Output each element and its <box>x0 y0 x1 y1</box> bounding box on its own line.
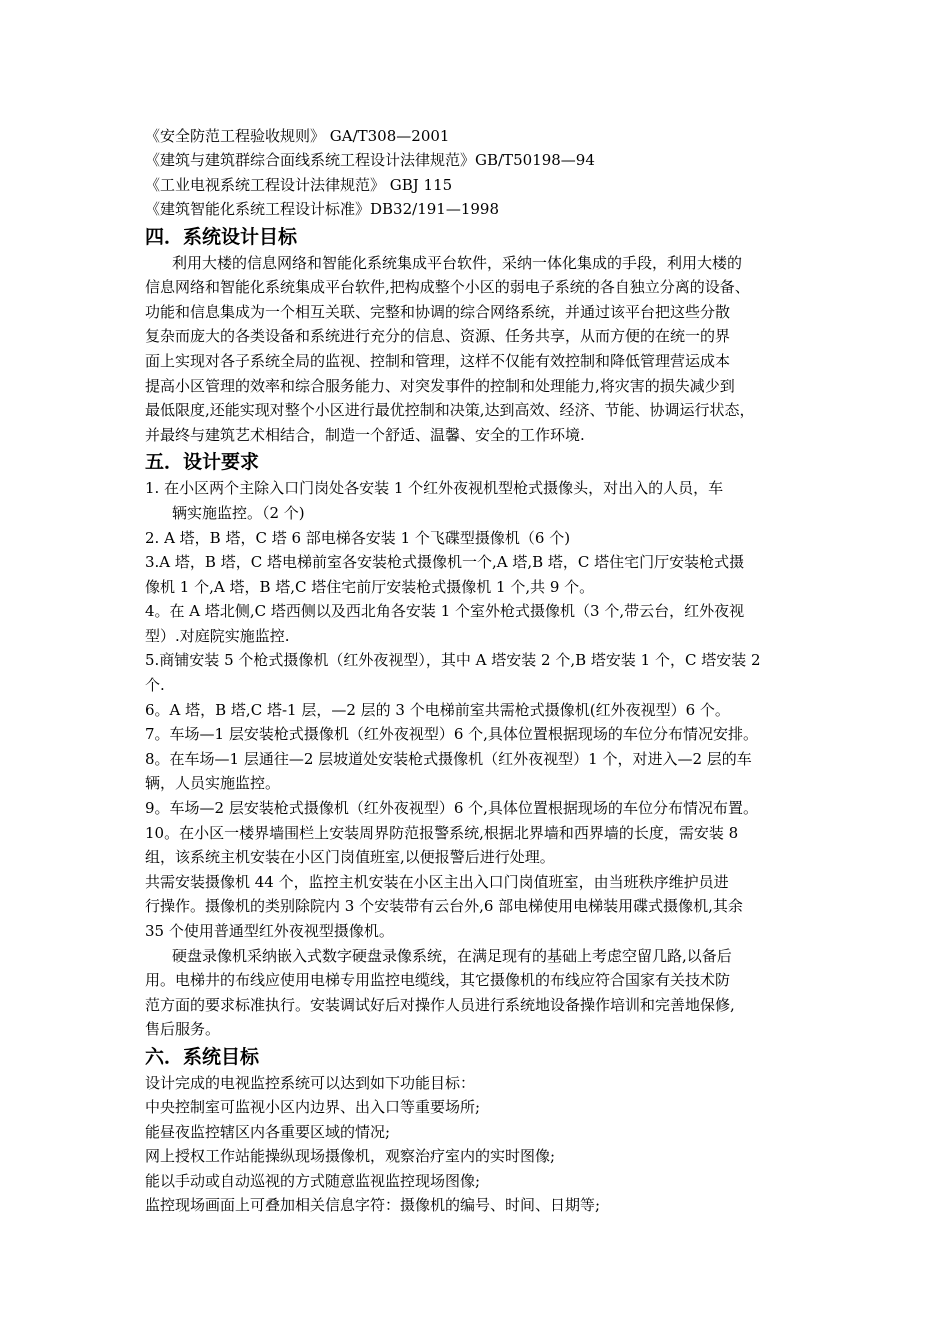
requirement-item-10-cont: 组，该系统主机安装在小区门岗值班室,以便报警后进行处理。 <box>145 848 555 867</box>
goal-line: 监控现场画面上可叠加相关信息字符：摄像机的编号、时间、日期等; <box>145 1195 601 1214</box>
section-heading-system-goals: 六．系统目标 <box>145 1045 260 1068</box>
goal-line: 能昼夜监控辖区内各重要区域的情况; <box>145 1122 391 1141</box>
document-page <box>145 124 825 1217</box>
recorder-line: 售后服务。 <box>145 1020 221 1039</box>
text-line: 面上实现对各子系统全局的监视、控制和管理，这样不仅能有效控制和降低管理营运成本 <box>145 351 731 370</box>
summary-line: 行操作。摄像机的类别除院内 3 个安装带有云台外,6 部电梯使用电梯装用碟式摄像机,其余 <box>145 897 743 916</box>
requirement-item-3-cont: 像机 1 个,A 塔，B 塔,C 塔住宅前厅安装枪式摄像机 1 个,共 9 个。 <box>145 577 595 596</box>
section-heading-design-requirements: 五．设计要求 <box>145 451 260 474</box>
requirement-item-6: 6。A 塔，B 塔,C 塔-1 层，—2 层的 3 个电梯前室共需枪式摄像机(红外夜视型）6 个。 <box>145 700 730 719</box>
system-goals-list <box>145 1071 825 1217</box>
requirement-item-5: 5.商铺安装 5 个枪式摄像机（红外夜视型），其中 A 塔安装 2 个,B 塔安装 1 个，C 塔安装 2 <box>145 651 761 670</box>
requirement-item-10: 10。在小区一楼界墙围栏上安装周界防范报警系统,根据北界墙和西界墙的长度，需安装 8 <box>145 823 739 842</box>
text-line: 复杂而庞大的各类设备和系统进行充分的信息、资源、任务共享，从而方便的在统一的界 <box>145 327 731 346</box>
design-goals-paragraph <box>145 251 825 448</box>
reference-line: 《安全防范工程验收规则》 GA/T308—2001 <box>145 127 450 145</box>
requirement-item-7: 7。车场—1 层安装枪式摄像机（红外夜视型）6 个,具体位置根据现场的车位分布情况安排。 <box>145 725 758 744</box>
summary-line: 共需安装摄像机 44 个，监控主机安装在小区主出入口门岗值班室，由当班秩序维护员进 <box>145 872 729 891</box>
goal-line: 能以手动或自动巡视的方式随意监视监控现场图像; <box>145 1171 481 1190</box>
requirement-item-8-cont: 辆，人员实施监控。 <box>145 774 281 793</box>
reference-line: 《工业电视系统工程设计法律规范》 GBJ 115 <box>145 175 453 194</box>
text-line: 利用大楼的信息网络和智能化系统集成平台软件，采纳一体化集成的手段，利用大楼的 <box>172 253 743 272</box>
summary-line: 35 个使用普通型红外夜视型摄像机。 <box>145 922 394 940</box>
recorder-line: 硬盘录像机采纳嵌入式数字硬盘录像系统，在满足现有的基础上考虑空留几路,以备后 <box>172 946 732 965</box>
reference-line: 《建筑与建筑群综合面线系统工程设计法律规范》GB/T50198—94 <box>145 151 595 170</box>
requirements-list <box>145 476 825 1042</box>
text-line: 并最终与建筑艺术相结合，制造一个舒适、温馨、安全的工作环境. <box>145 425 585 444</box>
goal-line: 中央控制室可监视小区内边界、出入口等重要场所; <box>145 1098 481 1117</box>
text-line: 最低限度,还能实现对整个小区进行最优控制和决策,达到高效、经济、节能、协调运行状态， <box>145 401 755 420</box>
references-list <box>145 124 825 222</box>
goal-line: 网上授权工作站能操纵现场摄像机，观察治疗室内的实时图像; <box>145 1147 556 1166</box>
recorder-line: 范方面的要求标准执行。安装调试好后对操作人员进行系统地设备操作培训和完善地保修, <box>145 995 735 1014</box>
requirement-item-1-cont: 辆实施监控。（2 个) <box>172 503 305 522</box>
requirement-item-4: 4。在 A 塔北侧,C 塔西侧以及西北角各安装 1 个室外枪式摄像机（3 个,带云台，红外夜视 <box>145 602 745 621</box>
text-line: 提高小区管理的效率和综合服务能力、对突发事件的控制和处理能力,将灾害的损失减少到 <box>145 376 735 395</box>
text-line: 功能和信息集成为一个相互关联、完整和协调的综合网络系统，并通过该平台把这些分散 <box>145 302 731 321</box>
requirement-item-3: 3.A 塔，B 塔，C 塔电梯前室各安装枪式摄像机一个,A 塔,B 塔，C 塔住宅门厅安装枪式摄 <box>145 553 745 572</box>
requirement-item-4-cont: 型）.对庭院实施监控. <box>145 626 290 645</box>
text-line: 信息网络和智能化系统集成平台软件,把构成整个小区的弱电子系统的各自独立分离的设备、 <box>145 278 750 297</box>
section-heading-design-goals: 四．系统设计目标 <box>145 225 298 248</box>
requirement-item-1: 1. 在小区两个主除入口门岗处各安装 1 个红外夜视机型枪式摄像头，对出入的人员，车 <box>145 479 724 498</box>
requirement-item-8: 8。在车场—1 层通往—2 层坡道处安装枪式摄像机（红外夜视型）1 个，对进入—2 层的车 <box>145 749 752 768</box>
recorder-line: 用。电梯井的布线应使用电梯专用监控电缆线，其它摄像机的布线应符合国家有关技术防 <box>145 971 731 990</box>
goal-line: 设计完成的电视监控系统可以达到如下功能目标： <box>145 1073 476 1092</box>
reference-line: 《建筑智能化系统工程设计标准》DB32/191—1998 <box>145 200 499 219</box>
requirement-item-5-cont: 个. <box>145 676 165 695</box>
requirement-item-2: 2. A 塔，B 塔，C 塔 6 部电梯各安装 1 个飞碟型摄像机（6 个) <box>145 528 571 547</box>
requirement-item-9: 9。车场—2 层安装枪式摄像机（红外夜视型）6 个,具体位置根据现场的车位分布情况布置。 <box>145 799 758 818</box>
